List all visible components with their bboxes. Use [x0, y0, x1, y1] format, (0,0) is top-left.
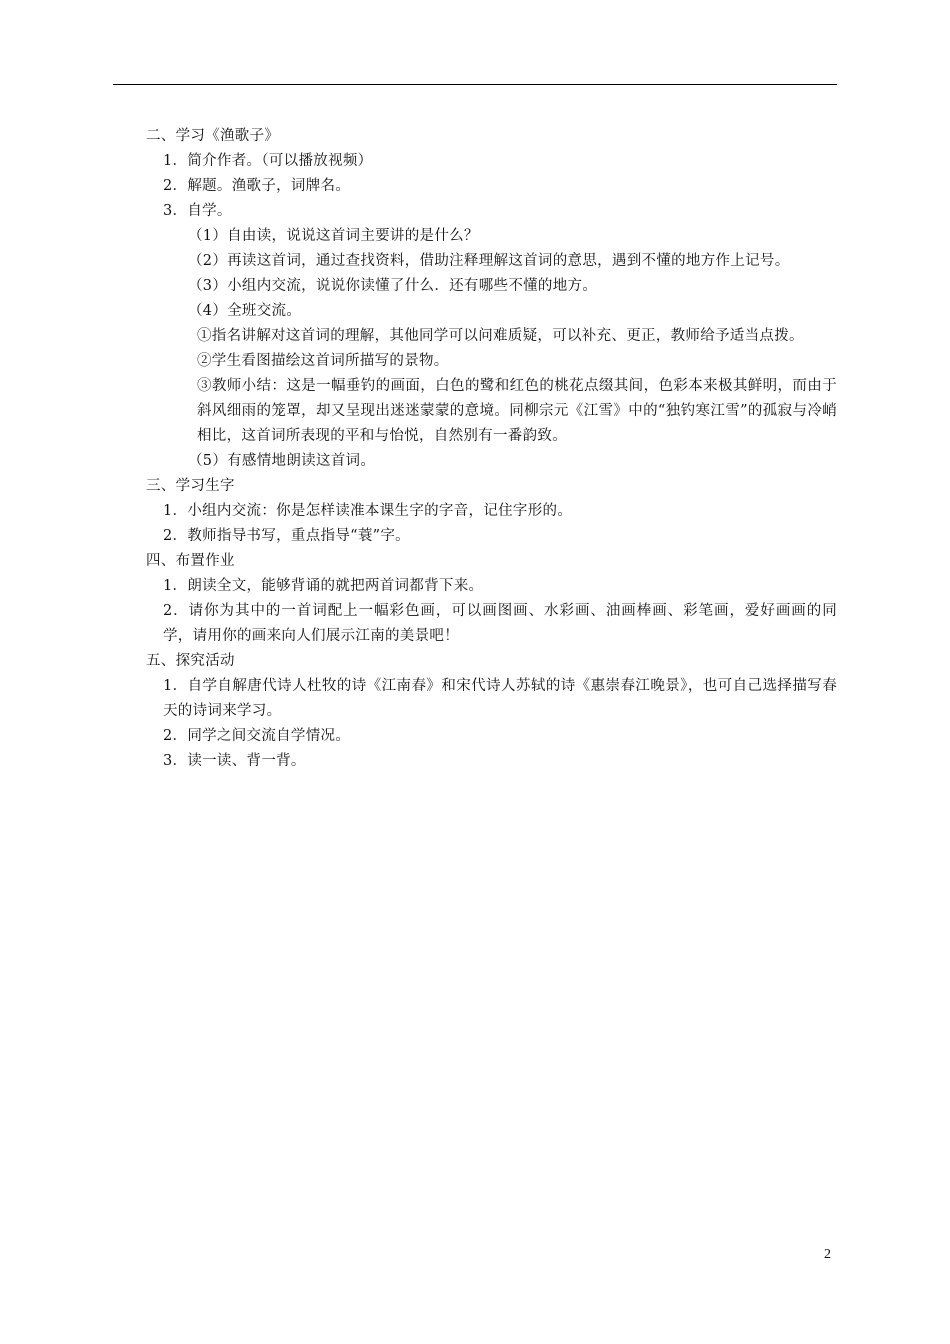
paragraph-s5-3: 3．读一读、背一背。	[163, 753, 306, 769]
paragraph-s2-3-4: （4）全班交流。	[188, 303, 302, 319]
paragraph-s4-2: 2．请你为其中的一首词配上一幅彩色画，可以画图画、水彩画、油画棒画、彩笔画，爱好画画的同学，请用你的画来向人们展示江南的美景吧！	[163, 603, 837, 644]
paragraph-s2-3: 3．自学。	[163, 203, 232, 219]
paragraph-s2-3-1: （1）自由读，说说这首词主要讲的是什么？	[188, 228, 479, 244]
paragraph-s5-1: 1．自学自解唐代诗人杜牧的诗《江南春》和宋代诗人苏轼的诗《惠崇春江晚景》，也可自己选择描写春天的诗词来学习。	[163, 678, 837, 719]
paragraph-s3-1: 1．小组内交流：你是怎样读准本课生字的字音，记住字形的。	[163, 503, 573, 519]
page-number: 2	[824, 1247, 831, 1262]
paragraph-s3-title: 三、学习生字	[146, 478, 235, 494]
paragraph-s4-1: 1．朗读全文，能够背诵的就把两首词都背下来。	[163, 578, 484, 594]
paragraph-s2-3-3: （3）小组内交流，说说你读懂了什么．还有哪些不懂的地方。	[188, 278, 598, 294]
paragraph-s2-3-2: （2）再读这首词，通过查找资料，借助注释理解这首词的意思，遇到不懂的地方作上记号。	[188, 253, 790, 269]
document-body	[113, 124, 837, 774]
paragraph-s2-3-4-c: ③教师小结：这是一幅垂钓的画面，白色的鹭和红色的桃花点缀其间，色彩本来极其鲜明，而由于斜风细雨的笼罩，却又呈现出迷迷蒙蒙的意境。同柳宗元《江雪》中的“独钓寒江雪”的孤寂与冷峭相比，这首词所表现的平和与怡悦，自然别有一番韵致。	[197, 378, 837, 444]
paragraph-s2-3-4-b: ②学生看图描绘这首词所描写的景物。	[197, 353, 449, 369]
paragraph-s4-title: 四、布置作业	[146, 553, 235, 569]
paragraph-s5-title: 五、探究活动	[146, 653, 235, 669]
paragraph-s2-3-4-a: ①指名讲解对这首词的理解，其他同学可以问难质疑，可以补充、更正，教师给予适当点拨。	[197, 328, 804, 344]
paragraph-s2-2: 2．解题。渔歌子，词牌名。	[163, 178, 351, 194]
paragraph-s2-title: 二、学习《渔歌子》	[146, 128, 280, 144]
paragraph-s2-3-5: （5）有感情地朗读这首词。	[188, 453, 376, 469]
paragraph-s2-1: 1．简介作者。（可以播放视频）	[163, 153, 373, 169]
paragraph-s5-2: 2．同学之间交流自学情况。	[163, 728, 351, 744]
paragraph-s3-2: 2．教师指导书写，重点指导“蓑”字。	[163, 528, 410, 544]
header-rule	[113, 84, 837, 85]
